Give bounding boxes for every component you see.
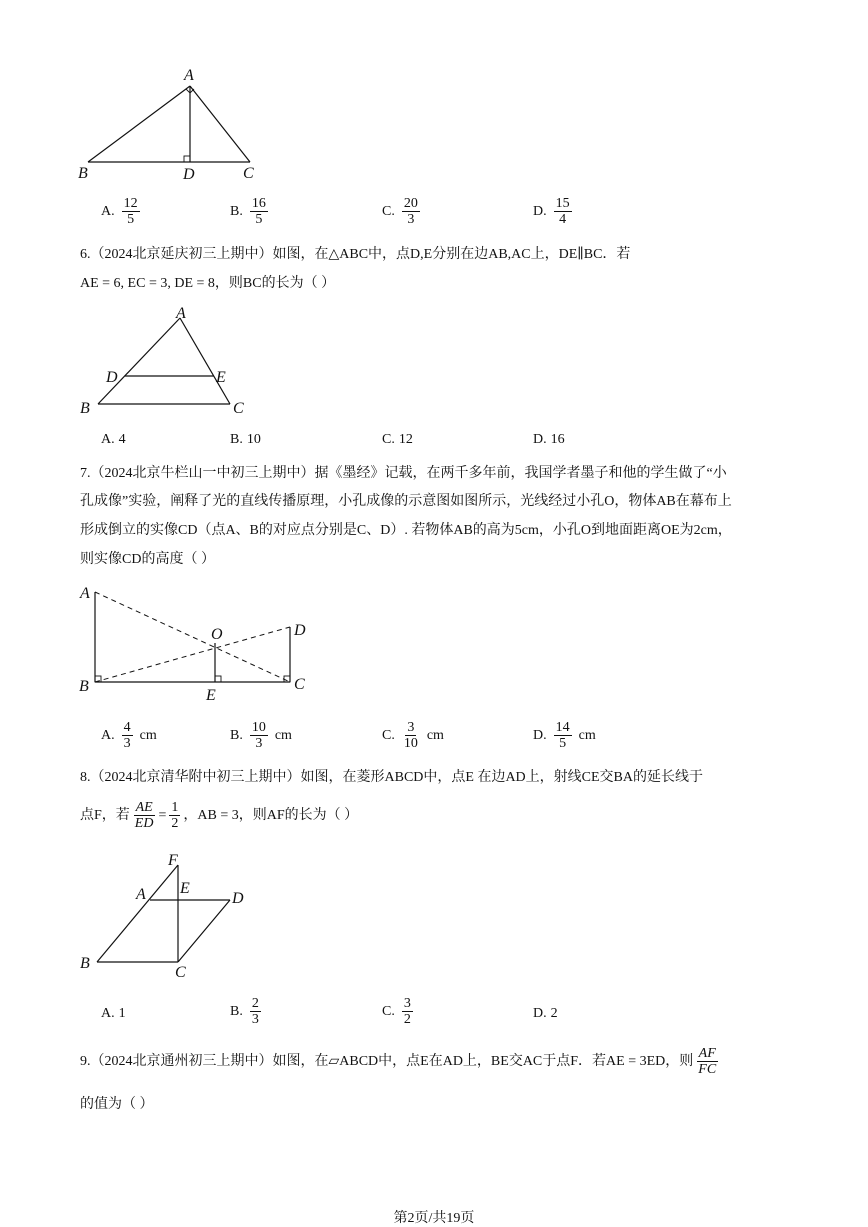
q7-option-d: D. $\frac{14}{5}$ cm xyxy=(533,720,596,751)
q8-option-c: C. $\frac{3}{2}$ xyxy=(382,996,411,1027)
q6-option-d: D. 16 xyxy=(533,432,565,447)
q6-option-c: C. 12 xyxy=(382,432,413,447)
q7-label-c: C xyxy=(294,676,305,693)
q8-label-c: C xyxy=(175,964,186,981)
q8-stem-line1: 8.（2024北京清华附中初三上期中）如图，在菱形ABCD中，点E 在边AD上，射线CE交BA的延长线于 xyxy=(80,770,704,785)
q7-stem-line2: 孔成像”实验，阐释了光的直线传播原理，小孔成像的示意图如图所示，光线经过小孔O，物体AB在幕布上 xyxy=(80,494,732,509)
q8-option-b: B. $\frac{2}{3}$ xyxy=(230,996,259,1027)
q7-stem-line4: 则实像CD的高度（ ） xyxy=(80,552,215,567)
q7-stem-line1: 7.（2024北京牛栏山一中初三上期中）据《墨经》记载，在两千多年前，我国学者墨子和他的学生做了“小 xyxy=(80,466,727,481)
q8-option-a: A. 1 xyxy=(101,1006,126,1021)
q9-ratio-fraction: $\frac{AF}{FC}$ xyxy=(698,1046,717,1077)
q7-label-e: E xyxy=(206,687,216,704)
q8-figure xyxy=(70,845,270,985)
q7-option-d-fraction: $\frac{14}{5}$ xyxy=(555,720,570,751)
q8-half-fraction: $\frac{1}{2}$ xyxy=(171,800,179,831)
q9-stem-line2: 的值为（ ） xyxy=(80,1097,154,1112)
q7-stem-line3: 形成倒立的实像CD（点A、B的对应点分别是C、D）. 若物体AB的高为5cm，小孔O到地面距离OE为2cm， xyxy=(80,523,732,538)
q8-label-d: D xyxy=(232,890,244,907)
q6-label-b: B xyxy=(80,400,90,417)
q6-option-b: B. 10 xyxy=(230,432,261,447)
q5-option-a: A. $\frac{12}{5}$ xyxy=(101,196,138,227)
q8-option-c-fraction: $\frac{3}{2}$ xyxy=(403,996,411,1027)
q5-label-c: C xyxy=(243,165,254,182)
q8-label-b: B xyxy=(80,955,90,972)
q5-label-b: B xyxy=(78,165,88,182)
q8-option-b-fraction: $\frac{2}{3}$ xyxy=(251,996,259,1027)
q7-option-c-fraction: $\frac{3}{10}$ xyxy=(403,720,418,751)
q7-option-b: B. $\frac{10}{3}$ cm xyxy=(230,720,292,751)
q6-figure xyxy=(70,300,260,425)
q5-option-b: B. $\frac{16}{5}$ xyxy=(230,196,266,227)
q7-label-o: O xyxy=(211,626,223,643)
q7-figure xyxy=(70,575,330,705)
q6-label-d: D xyxy=(106,369,118,386)
q8-label-f: F xyxy=(168,852,178,869)
q6-label-e: E xyxy=(216,369,226,386)
q5-option-c-fraction: $\frac{20}{3}$ xyxy=(403,196,418,227)
q7-option-a-fraction: $\frac{4}{3}$ xyxy=(123,720,131,751)
q5-option-b-fraction: $\frac{16}{5}$ xyxy=(251,196,266,227)
q7-option-c: C. $\frac{3}{10}$ cm xyxy=(382,720,444,751)
q8-ratio-fraction: $\frac{AE}{ED}$ xyxy=(134,800,154,831)
q5-option-d: D. $\frac{15}{4}$ xyxy=(533,196,570,227)
q6-label-a: A xyxy=(176,305,186,322)
q5-figure xyxy=(70,60,280,185)
q5-label-a: A xyxy=(184,67,194,84)
q8-stem-line2: 点F，若 $\frac{AE}{ED}$ = $\frac{1}{2}$ ，AB = 3，则AF的长为（ ） xyxy=(80,800,359,831)
q6-option-a: A. 4 xyxy=(101,432,126,447)
q8-option-d: D. 2 xyxy=(533,1006,558,1021)
q8-label-a: A xyxy=(136,886,146,903)
q6-stem-line1: 6.（2024北京延庆初三上期中）如图，在△ABC中，点D,E分别在边AB,AC上，DE∥BC．若 xyxy=(80,247,631,262)
q6-label-c: C xyxy=(233,400,244,417)
q8-label-e: E xyxy=(180,880,190,897)
q7-option-a: A. $\frac{4}{3}$ cm xyxy=(101,720,157,751)
q6-stem-line2: AE = 6, EC = 3, DE = 8，则BC的长为（ ） xyxy=(80,276,336,291)
q7-label-b: B xyxy=(79,678,89,695)
q7-option-b-fraction: $\frac{10}{3}$ xyxy=(251,720,266,751)
page-footer: 第2页/共19页 xyxy=(393,1211,475,1226)
q5-label-d: D xyxy=(183,166,195,183)
q7-label-a: A xyxy=(80,585,90,602)
q5-option-a-fraction: $\frac{12}{5}$ xyxy=(123,196,138,227)
q5-option-c: C. $\frac{20}{3}$ xyxy=(382,196,418,227)
q7-label-d: D xyxy=(294,622,306,639)
q5-option-d-fraction: $\frac{15}{4}$ xyxy=(555,196,570,227)
q9-stem-line1: 9.（2024北京通州初三上期中）如图，在▱ABCD中，点E在AD上，BE交AC于点F．若AE = 3ED，则 $\frac{AF}{FC}$ xyxy=(80,1046,717,1077)
